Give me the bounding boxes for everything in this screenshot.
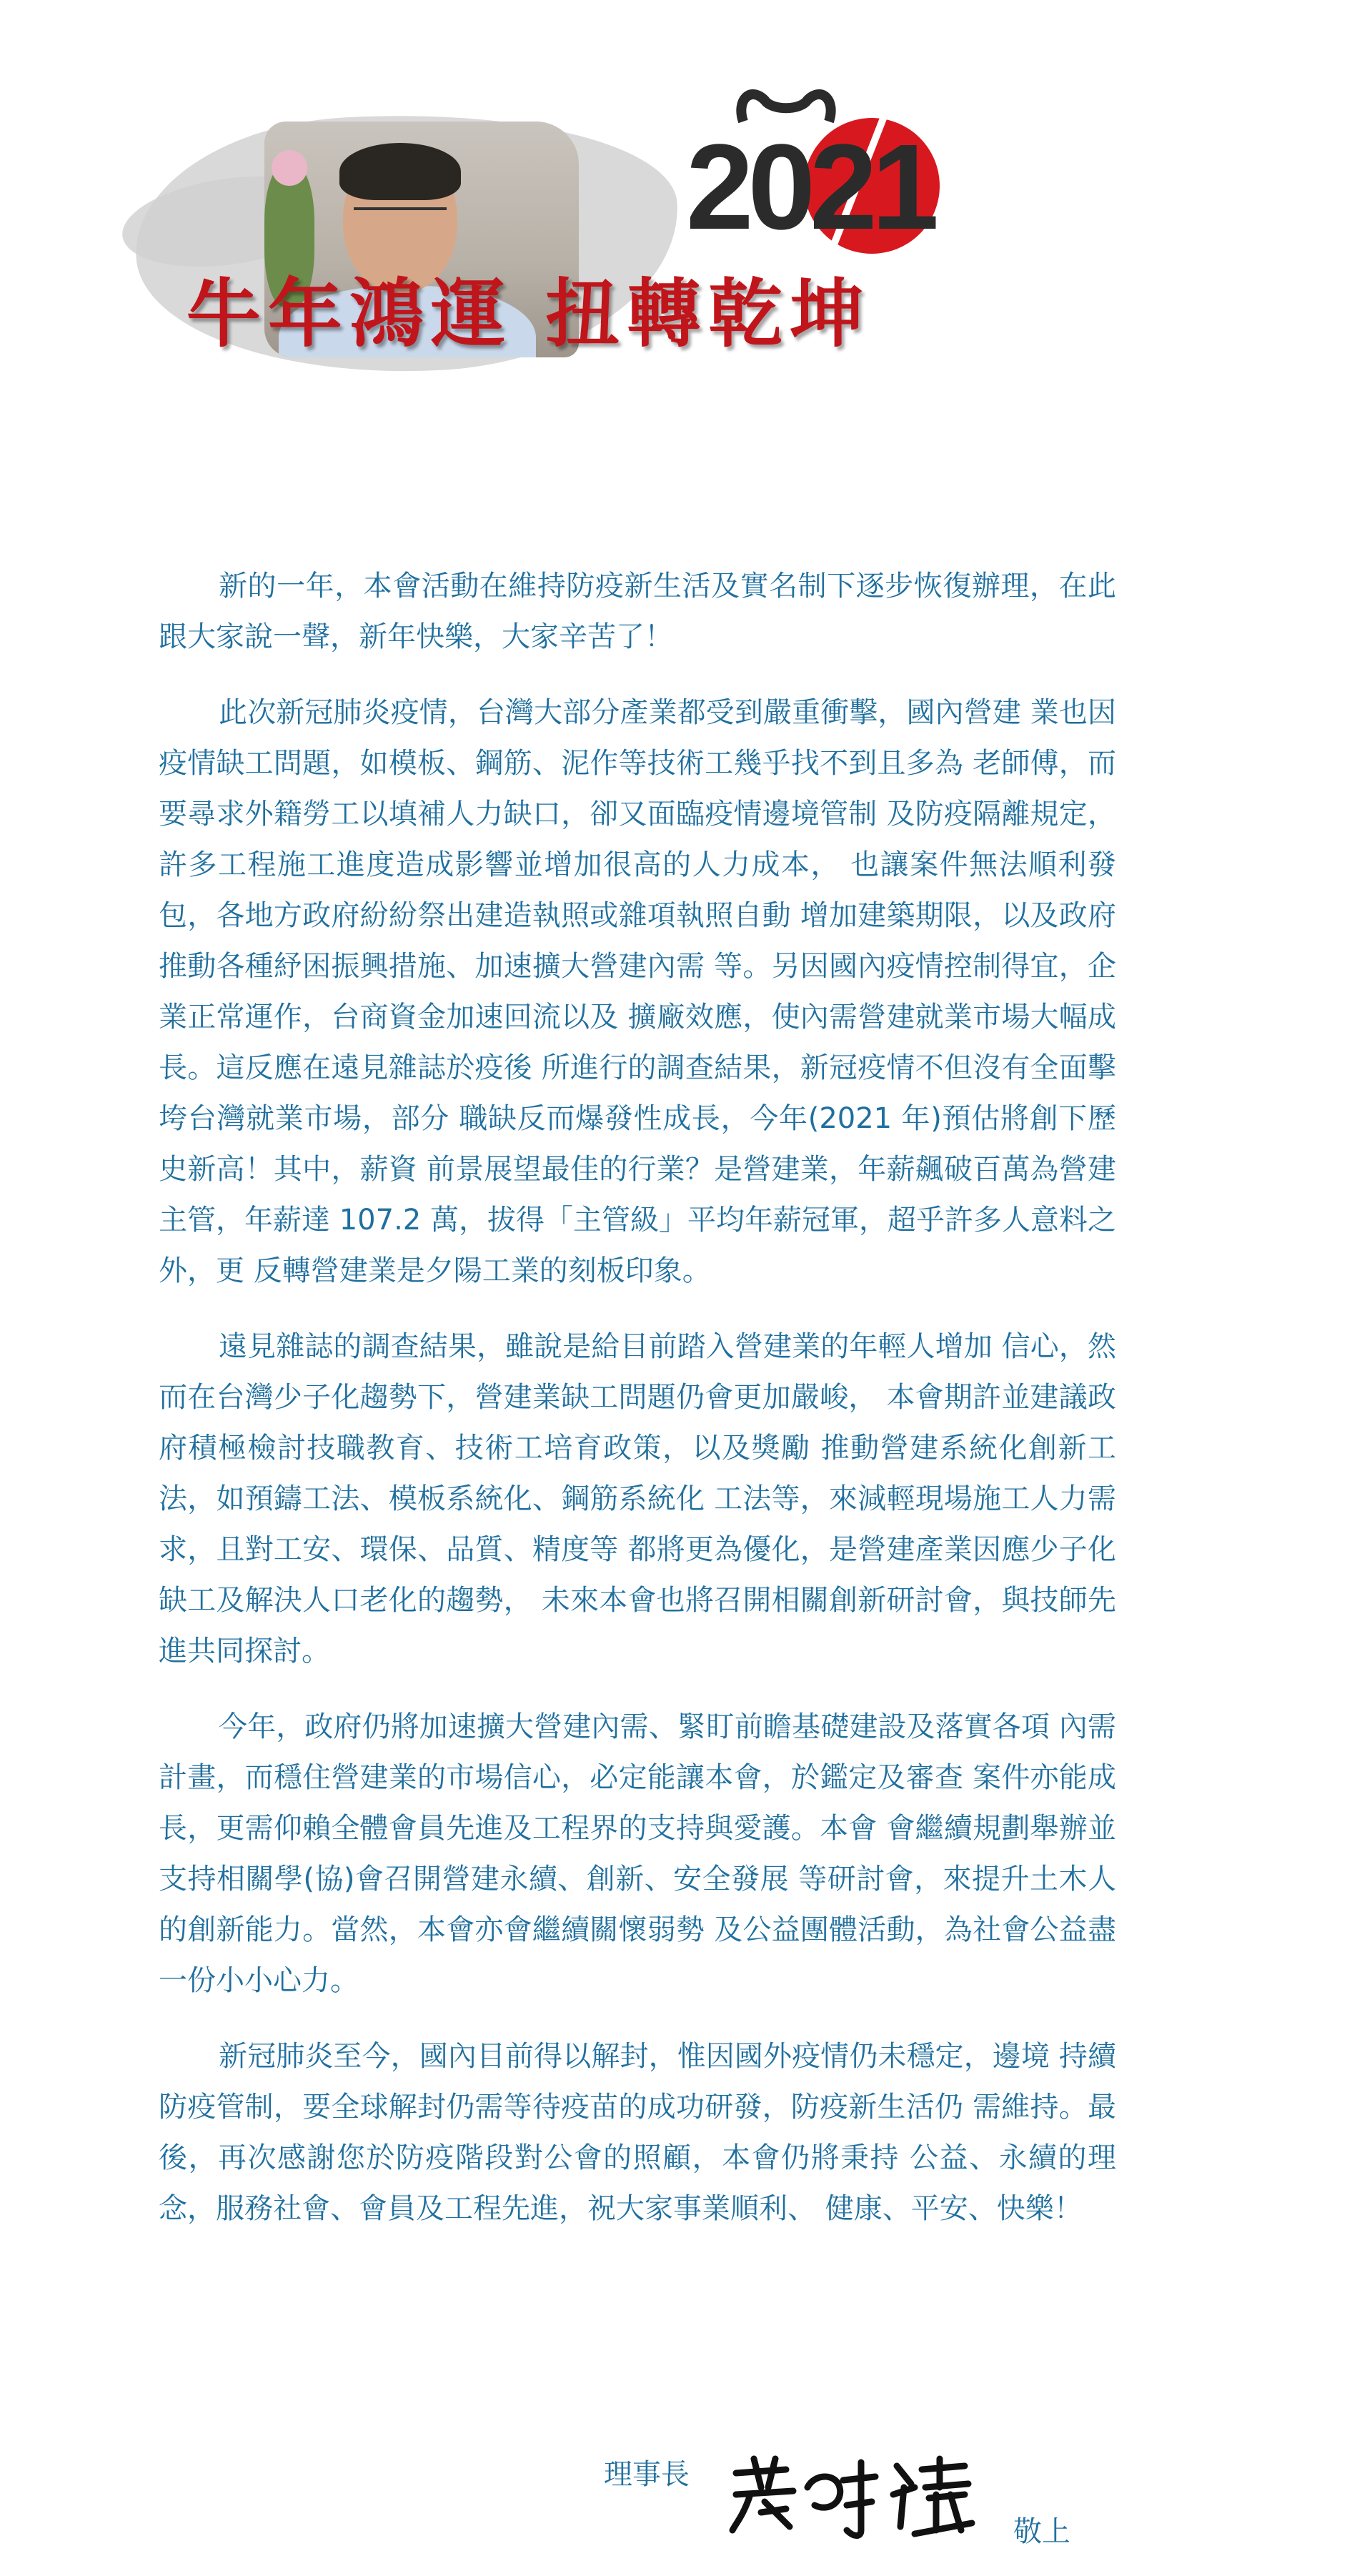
paragraph-1: 新的一年，本會活動在維持防疫新生活及實名制下逐步恢復辦理，在此跟大家說一聲，新年快樂，大家辛苦了！ (159, 570, 1116, 653)
paragraph-3: 遠見雜誌的調查結果，雖說是給目前踏入營建業的年輕人增加 信心，然而在台灣少子化趨勢下，營建業缺工問題仍會更加嚴峻， 本會期許並建議政府積極檢討技職教育、技術工培育政策，以及獎勵 推動營建系統化創新工法，如預鑄工法、模板系統化、鋼筋系統化 工法等，來減輕現場施工人力需求，且對工安、環保、品質、精度等 都將更為優化，是營建產業因應少子化缺工及解決人口老化的趨勢， 未來本會也將召開相關創新研討會，與技師先進共同探討。 (159, 1330, 1116, 1668)
glasses (354, 207, 447, 232)
signer-title: 理事長 (604, 2458, 690, 2491)
paragraph-4: 今年，政府仍將加速擴大營建內需、緊盯前瞻基礎建設及落實各項 內需計畫，而穩住營建業的市場信心，必定能讓本會，於鑑定及審查 案件亦能成長，更需仰賴全體會員先進及工程界的支持與愛護。本會 會繼續規劃舉辦並支持相關學(協)會召開營建永續、創新、安全發展 等研討會，來提升土木人的創新能力。當然，本會亦會繼續關懷弱勢 及公益團體活動，為社會公益盡一份小小心力。 (159, 1710, 1116, 1997)
letter-body (159, 561, 1116, 2259)
hair (339, 143, 461, 200)
ox-horns-icon (741, 94, 830, 122)
paragraph-2: 此次新冠肺炎疫情，台灣大部分產業都受到嚴重衝擊，國內營建 業也因疫情缺工問題，如模板、鋼筋、泥作等技術工幾乎找不到且多為 老師傅，而要尋求外籍勞工以填補人力缺口，卻又面臨疫情邊境管制 及防疫隔離規定，許多工程施工進度造成影響並增加很高的人力成本， 也讓案件無法順利發包，各地方政府紛紛祭出建造執照或雜項執照自動 增加建築期限，以及政府推動各種紓困振興措施、加速擴大營建內需 等。另因國內疫情控制得宜，企業正常運作，台商資金加速回流以及 擴廠效應，使內需營建就業市場大幅成長。這反應在遠見雜誌於疫後 所進行的調查結果，新冠疫情不但沒有全面擊垮台灣就業市場，部分 職缺反而爆發性成長，今年(2021 年)預估將創下歷史新高！其中，薪資 前景展望最佳的行業？是營建業，年薪飆破百萬為營建主管，年薪達 107.2 萬，拔得「主管級」平均年薪冠軍，超乎許多人意料之外，更 反轉營建業是夕陽工業的刻板印象。 (159, 696, 1116, 1287)
paragraph-5: 新冠肺炎至今，國內目前得以解封，惟因國外疫情仍未穩定，邊境 持續防疫管制，要全球解封仍需等待疫苗的成功研發，防疫新生活仍 需維持。最後，再次感謝您於防疫階段對公會的照顧，本會仍將秉持 公益、永續的理念，服務社會、會員及工程先進，祝大家事業順利、 健康、平安、快樂！ (159, 2040, 1116, 2225)
year-text: 2021 (686, 119, 934, 255)
year-2021-ox-logo (657, 79, 958, 264)
orchid-flower (272, 150, 307, 186)
new-year-slogan: 牛年鴻運 扭轉乾坤 (186, 269, 872, 357)
handwritten-signature (722, 2444, 979, 2545)
closing-word: 敬上 (1013, 2515, 1070, 2548)
